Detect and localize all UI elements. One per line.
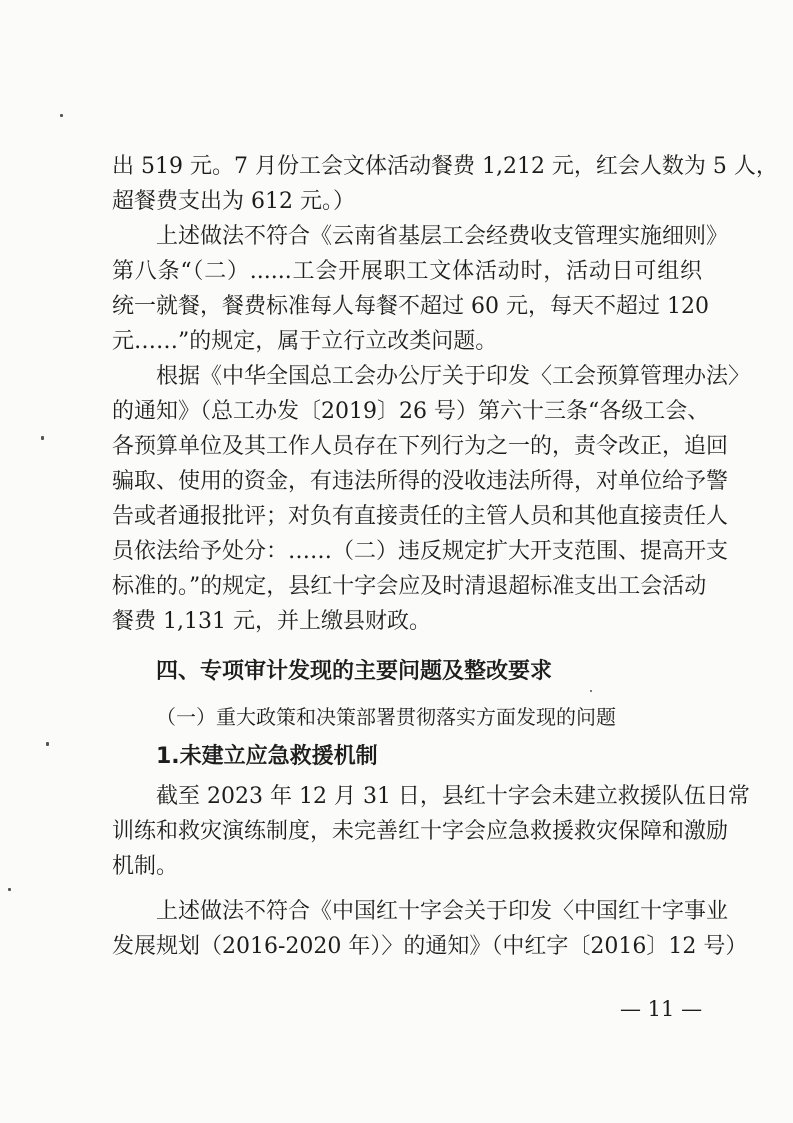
section-heading: 四、专项审计发现的主要问题及整改要求 <box>156 659 553 684</box>
paragraph-line: 上述做法不符合《中国红十字会关于印发〈中国红十字事业 <box>156 899 729 924</box>
paragraph-line: 餐费 1,131 元，并上缴县财政。 <box>112 609 431 634</box>
paragraph-line: 出 519 元。7 月份工会文体活动餐费 1,212 元，红会人数为 5 人， <box>112 154 778 179</box>
scan-speck <box>41 436 44 440</box>
paragraph-line: 训练和救灾演练制度，未完善红十字会应急救援救灾保障和激励 <box>112 819 729 844</box>
paragraph-line: 各预算单位及其工作人员存在下列行为之一的，责令改正，追回 <box>112 434 729 459</box>
paragraph-line: 根据《中华全国总工会办公厅关于印发〈工会预算管理办法〉 <box>156 364 751 389</box>
scan-speck <box>8 888 11 891</box>
paragraph-line: 元……”的规定，属于立行立改类问题。 <box>112 329 498 354</box>
page-number: — 11 — <box>620 997 703 1021</box>
paragraph-line: 截至 2023 年 12 月 31 日，县红十字会未建立救援队伍日常 <box>156 784 750 809</box>
paragraph-line: 员依法给予处分：……（二）违反规定扩大开支范围、提高开支 <box>112 539 729 564</box>
item-heading: 1.未建立应急救援机制 <box>156 744 378 769</box>
paragraph-line: 的通知》（总工办发〔2019〕26 号）第六十三条“各级工会、 <box>112 399 710 424</box>
scan-speck <box>60 114 63 117</box>
paragraph-line: 机制。 <box>112 854 179 879</box>
paragraph-line: 骗取、使用的资金，有违法所得的没收违法所得，对单位给予警 <box>112 469 729 494</box>
paragraph-line: 发展规划（2016-2020 年）〉的通知》（中红字〔2016〕12 号） <box>112 934 748 959</box>
paragraph-line: 上述做法不符合《云南省基层工会经费收支管理实施细则》 <box>156 224 729 249</box>
paragraph-line: 超餐费支出为 612 元。） <box>112 189 355 214</box>
paragraph-line: 统一就餐，餐费标准每人每餐不超过 60 元，每天不超过 120 <box>112 294 709 319</box>
scan-speck <box>46 742 49 746</box>
subsection-heading: （一）重大政策和决策部署贯彻落实方面发现的问题 <box>156 705 616 729</box>
scan-speck <box>590 690 592 692</box>
paragraph-line: 标准的。”的规定，县红十字会应及时清退超标准支出工会活动 <box>112 574 707 599</box>
paragraph-line: 告或者通报批评；对负有直接责任的主管人员和其他直接责任人 <box>112 504 729 529</box>
paragraph-line: 第八条“（二）......工会开展职工文体活动时，活动日可组织 <box>112 259 702 284</box>
